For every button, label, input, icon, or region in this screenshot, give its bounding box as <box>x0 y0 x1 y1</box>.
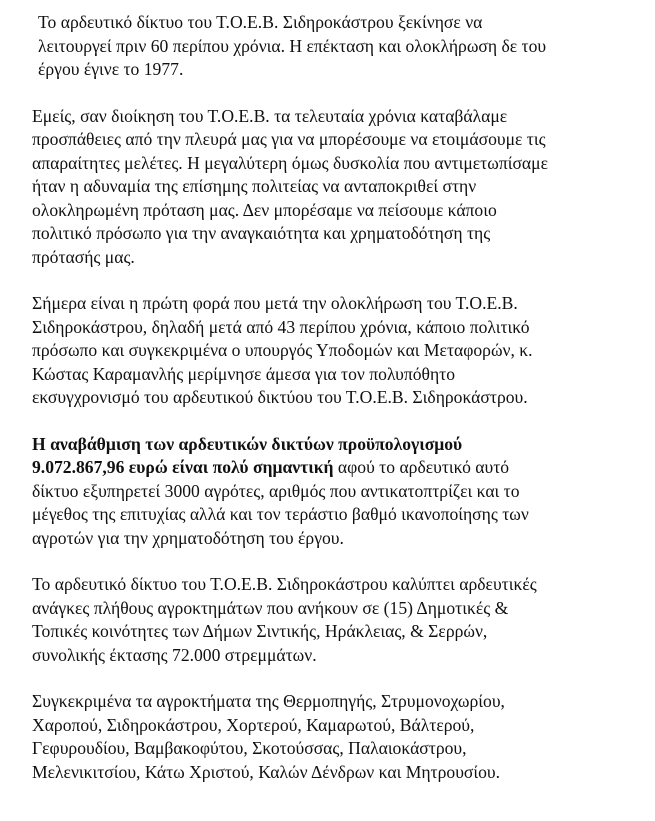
text-line: Κώστας Καραμανλής μερίμνησε άμεσα για τον πολυπόθητο <box>32 363 456 384</box>
text-line: συνολικής έκτασης 72.000 στρεμμάτων. <box>32 644 317 665</box>
text-line: λειτουργεί πριν 60 περίπου χρόνια. Η επέκταση και ολοκλήρωση δε του <box>38 35 547 56</box>
paragraph-network-history <box>32 11 637 82</box>
text-line: αγροτών για την χρηματοδότηση του έργου. <box>32 527 344 548</box>
text-line: Σιδηροκάστρου, δηλαδή μετά από 43 περίπου χρόνια, κάποιο πολιτικό <box>32 316 530 337</box>
text-line: δίκτυο εξυπηρετεί 3000 αγρότες, αριθμός που αντικατοπτρίζει και το <box>32 480 520 501</box>
text-line: μέγεθος της επιτυχίας αλλά και τον τεράστιο βαθμό ικανοποίησης των <box>32 504 529 524</box>
paragraph-villages-list <box>32 690 637 784</box>
text-line: ολοκληρωμένη πρόταση μας. Δεν μπορέσαμε να πείσουμε κάποιο <box>32 199 497 220</box>
text-line <box>32 433 637 457</box>
text-line: απαραίτητες μελέτες. Η μεγαλύτερη όμως δυσκολία που αντιμετωπίσαμε <box>32 152 548 173</box>
text-line: Χαροπού, Σιδηροκάστρου, Χορτερού, Καμαρωτού, Βάλτερού, <box>32 714 475 735</box>
text-line: έργου έγινε το 1977. <box>38 59 184 79</box>
text-line: Συγκεκριμένα τα αγροκτήματα της Θερμοπηγής, Στρυμονοχωρίου, <box>32 691 505 711</box>
text-line: πολιτικό πρόσωπο για την αναγκαιότητα και χρηματοδότηση της <box>32 223 491 243</box>
text-line: ήταν η αδυναμία της επίσημης πολιτείας να ανταποκριθεί στην <box>32 176 477 196</box>
paragraph-upgrade-budget <box>32 433 637 551</box>
paragraph-minister-initiative <box>32 292 637 410</box>
text-line: πρόσωπο και συγκεκριμένα ο υπουργός Υποδομών και Μεταφορών, κ. <box>32 340 533 360</box>
text-line: Μελενικιτσίου, Κάτω Χριστού, Καλών Δένδρων και Μητρουσίου. <box>32 761 501 782</box>
paragraph-coverage-area <box>32 573 637 667</box>
paragraph-administration-efforts <box>32 105 637 270</box>
text-line: Το αρδευτικό δίκτυο του Τ.Ο.Ε.Β. Σιδηροκάστρου ξεκίνησε να <box>38 12 483 32</box>
text-line: Εμείς, σαν διοίκηση του Τ.Ο.Ε.Β. τα τελευταία χρόνια καταβάλαμε <box>32 105 508 126</box>
text-line: εκσυγχρονισμό του αρδευτικού δικτύου του Τ.Ο.Ε.Β. Σιδηροκάστρου. <box>32 387 528 407</box>
text-line <box>32 456 637 480</box>
bold-emphasis-text: Η αναβάθμιση των αρδευτικών δικτύων προϋπολογισμού <box>32 433 463 454</box>
text-line: Τοπικές κοινότητες των Δήμων Σιντικής, Ηράκλειας, & Σερρών, <box>32 621 488 641</box>
text-line: Σήμερα είναι η πρώτη φορά που μετά την ολοκλήρωση του Τ.Ο.Ε.Β. <box>32 293 518 313</box>
text-line: προσπάθειες από την πλευρά μας για να μπορέσουμε να ετοιμάσουμε τις <box>32 129 546 149</box>
text-line: Το αρδευτικό δίκτυο του Τ.Ο.Ε.Β. Σιδηροκάστρου καλύπτει αρδευτικές <box>32 574 537 594</box>
bold-emphasis-text: 9.072.867,96 ευρώ είναι πολύ σημαντική <box>32 457 334 477</box>
text-line: πρότασής μας. <box>32 246 135 267</box>
text-fragment: αφού το αρδευτικό αυτό <box>333 457 510 477</box>
text-line: ανάγκες πλήθους αγροκτημάτων που ανήκουν σε (15) Δημοτικές & <box>32 597 509 618</box>
text-line: Γεφυρουδίου, Βαμβακοφύτου, Σκοτούσσας, Παλαιοκάστρου, <box>32 738 467 758</box>
